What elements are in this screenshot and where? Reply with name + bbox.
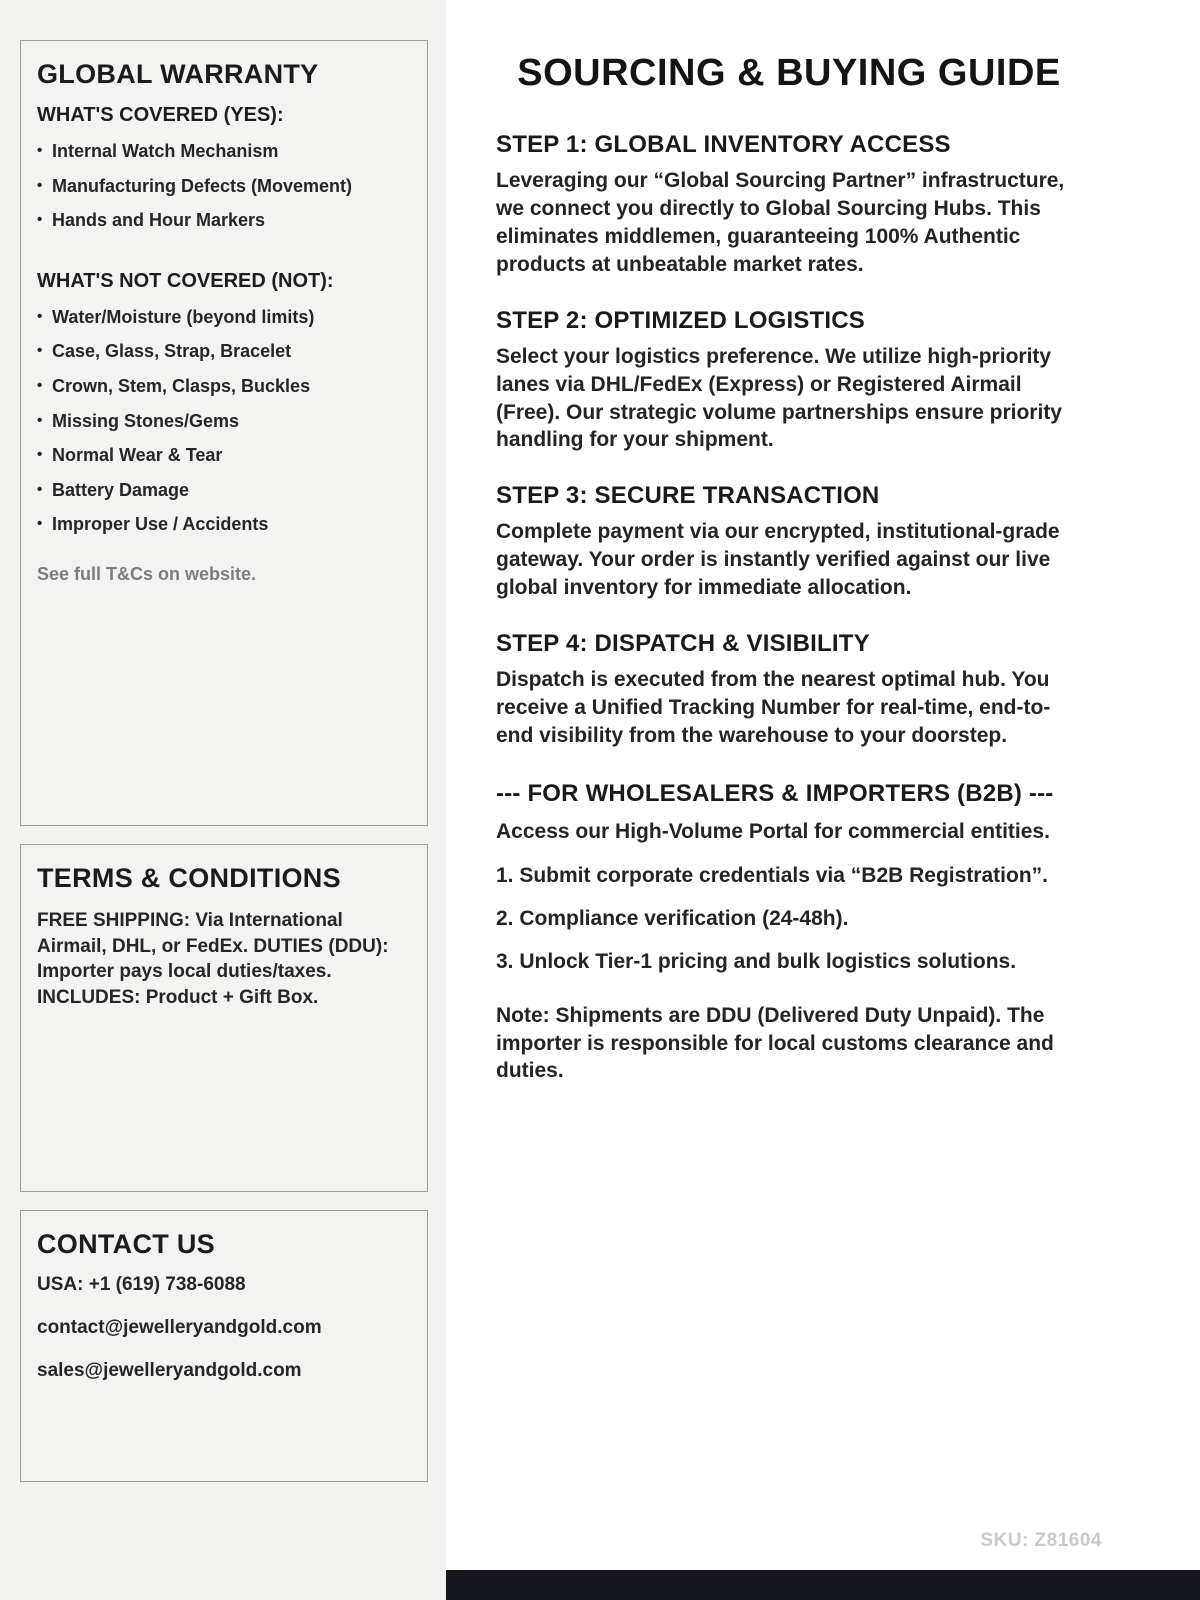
step-3-heading: STEP 3: SECURE TRANSACTION	[496, 482, 880, 510]
step-3-body: Complete payment via our encrypted, institutional-grade gateway. Your order is instantly verified against our live global inventory for immediate allocation.	[496, 520, 1060, 600]
contact-email-primary: contact@jewelleryandgold.com	[37, 1317, 322, 1338]
b2b-item: 1. Submit corporate credentials via “B2B Registration”.	[496, 863, 1048, 887]
warranty-not-covered-heading: WHAT'S NOT COVERED (NOT):	[37, 269, 334, 292]
warranty-footnote: See full T&Cs on website.	[37, 563, 257, 584]
warranty-covered-item: • Manufacturing Defects (Movement)	[37, 176, 409, 198]
contact-panel	[20, 1210, 428, 1482]
warranty-not-covered-item: • Crown, Stem, Clasps, Buckles	[37, 376, 409, 398]
step-1-section	[496, 131, 1082, 279]
b2b-list	[496, 862, 1082, 976]
b2b-heading: --- FOR WHOLESALERS & IMPORTERS (B2B) ---	[496, 779, 1054, 807]
step-2-body: Select your logistics preference. We utilize high-priority lanes via DHL/FedEx (Express) or Registered Airmail (Free). Our strategic volume partnerships ensure priority handling for your shipment.	[496, 344, 1062, 452]
bottom-bar	[446, 1570, 1200, 1600]
warranty-not-covered-item: • Missing Stones/Gems	[37, 411, 409, 433]
terms-body: FREE SHIPPING: Via International Airmail, DHL, or FedEx. DUTIES (DDU): Importer pays local duties/taxes. INCLUDES: Product + Gift Box.	[37, 910, 389, 1008]
warranty-covered-item: • Hands and Hour Markers	[37, 210, 409, 232]
terms-title: TERMS & CONDITIONS	[37, 863, 341, 893]
warranty-covered-list	[37, 141, 409, 232]
step-1-body: Leveraging our “Global Sourcing Partner” infrastructure, we connect you directly to Global Sourcing Hubs. This eliminates middlemen, guaranteeing 100% Authentic products at unbeatable market rates.	[496, 169, 1065, 276]
b2b-note: Note: Shipments are DDU (Delivered Duty Unpaid). The importer is responsible for local customs clearance and duties.	[496, 1003, 1054, 1083]
contact-title: CONTACT US	[37, 1229, 215, 1259]
warranty-not-covered-item: • Case, Glass, Strap, Bracelet	[37, 341, 409, 363]
warranty-not-covered-item: • Improper Use / Accidents	[37, 514, 409, 536]
b2b-section	[496, 780, 1082, 1085]
warranty-not-covered-item: • Normal Wear & Tear	[37, 445, 409, 467]
warranty-not-covered-item: • Battery Damage	[37, 480, 409, 502]
b2b-intro: Access our High-Volume Portal for commercial entities.	[496, 819, 1050, 843]
warranty-covered-heading: WHAT'S COVERED (YES):	[37, 104, 284, 126]
warranty-title: GLOBAL WARRANTY	[37, 59, 319, 89]
sidebar	[0, 0, 446, 1600]
warranty-covered-item: • Internal Watch Mechanism	[37, 141, 409, 163]
step-4-body: Dispatch is executed from the nearest optimal hub. You receive a Unified Tracking Number for real-time, end-to-end visibility from the warehouse to your doorstep.	[496, 668, 1051, 747]
warranty-not-covered-list	[37, 307, 409, 536]
main-content	[446, 0, 1200, 1600]
step-1-heading: STEP 1: GLOBAL INVENTORY ACCESS	[496, 131, 951, 158]
page-title: SOURCING & BUYING GUIDE	[517, 52, 1061, 94]
b2b-item: 3. Unlock Tier-1 pricing and bulk logistics solutions.	[496, 949, 1017, 973]
step-2-section	[496, 307, 1082, 455]
step-3-section	[496, 482, 1082, 602]
terms-panel	[20, 844, 428, 1192]
b2b-item: 2. Compliance verification (24-48h).	[496, 906, 849, 930]
warranty-not-covered-item: • Water/Moisture (beyond limits)	[37, 307, 409, 329]
step-4-section	[496, 630, 1082, 750]
step-4-heading: STEP 4: DISPATCH & VISIBILITY	[496, 630, 870, 658]
sku-label: SKU: Z81604	[980, 1530, 1102, 1551]
contact-phone: USA: +1 (619) 738-6088	[37, 1274, 246, 1295]
global-warranty-panel	[20, 40, 428, 826]
contact-email-sales: sales@jewelleryandgold.com	[37, 1360, 302, 1381]
step-2-heading: STEP 2: OPTIMIZED LOGISTICS	[496, 306, 865, 334]
